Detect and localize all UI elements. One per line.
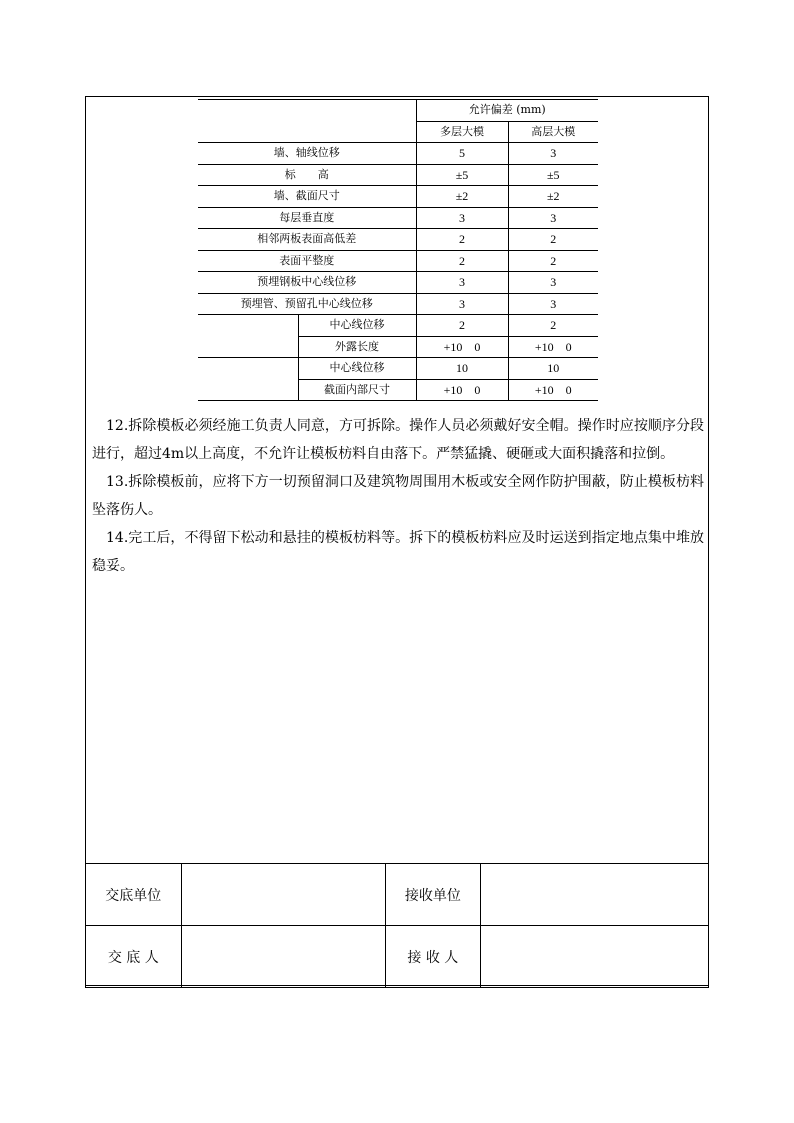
note-paragraph: 14.完工后，不得留下松动和悬挂的模板枋料等。拆下的模板枋料应及时运送到指定地点集中堆放稳妥。 — [92, 530, 704, 574]
signature-row-person — [86, 926, 709, 988]
row-sub-item: 外露长度 — [298, 336, 416, 358]
receiving-person-label: 接 收 人 — [385, 926, 481, 988]
row-multi: 5 — [416, 143, 508, 165]
row-high: 3 — [508, 272, 598, 294]
table-row — [198, 358, 598, 380]
row-multi: ±5 — [416, 164, 508, 186]
row-multi: 3 — [416, 207, 508, 229]
row-high: 3 — [508, 143, 598, 165]
row-sub-item: 中心线位移 — [298, 315, 416, 337]
row-item: 墙、截面尺寸 — [198, 186, 416, 208]
row-high: 10 — [508, 358, 598, 380]
row-multi: 10 — [416, 358, 508, 380]
row-multi: 2 — [416, 229, 508, 251]
row-high: +10 0 — [508, 336, 598, 358]
row-item: 每层垂直度 — [198, 207, 416, 229]
group-blank-cell — [198, 379, 298, 401]
row-item: 标 高 — [198, 164, 416, 186]
row-item: 相邻两板表面高低差 — [198, 229, 416, 251]
row-multi: +10 0 — [416, 379, 508, 401]
table-row — [198, 293, 598, 315]
signature-table — [85, 863, 709, 988]
table-row — [198, 272, 598, 294]
handover-person-field[interactable] — [181, 926, 385, 988]
row-item: 预埋管、预留孔中心线位移 — [198, 293, 416, 315]
table-row — [198, 207, 598, 229]
safety-notes — [92, 412, 704, 580]
row-item: 表面平整度 — [198, 250, 416, 272]
handover-unit-field[interactable] — [181, 864, 385, 926]
row-high: 3 — [508, 293, 598, 315]
row-high: +10 0 — [508, 379, 598, 401]
signature-row-unit — [86, 864, 709, 926]
table-row — [198, 250, 598, 272]
row-high: 2 — [508, 315, 598, 337]
group-blank-cell — [198, 358, 298, 380]
header-group-cell: 允许偏差 (mm) — [416, 100, 598, 122]
row-high: ±5 — [508, 164, 598, 186]
row-multi: 3 — [416, 272, 508, 294]
handover-unit-label: 交底单位 — [86, 864, 182, 926]
row-multi: 3 — [416, 293, 508, 315]
table-row — [198, 315, 598, 337]
row-multi: 2 — [416, 250, 508, 272]
header-multi: 多层大模 — [416, 121, 508, 143]
row-multi: ±2 — [416, 186, 508, 208]
table-row — [198, 186, 598, 208]
document-frame — [85, 96, 709, 986]
group-blank-cell — [198, 336, 298, 358]
note-paragraph: 12.拆除模板必须经施工负责人同意，方可拆除。操作人员必须戴好安全帽。操作时应按顺序分段进行，超过4m以上高度，不允许让模板枋料自由落下。严禁猛撬、硬砸或大面积撬落和拉倒。 — [92, 418, 704, 462]
row-high: 3 — [508, 207, 598, 229]
group-blank-cell — [198, 315, 298, 337]
row-sub-item: 截面内部尺寸 — [298, 379, 416, 401]
row-high: 2 — [508, 229, 598, 251]
table-row — [198, 336, 598, 358]
receiving-person-field[interactable] — [481, 926, 709, 988]
row-item: 墙、轴线位移 — [198, 143, 416, 165]
table-row — [198, 229, 598, 251]
table-header-row — [198, 100, 598, 122]
table-row — [198, 143, 598, 165]
row-multi: 2 — [416, 315, 508, 337]
row-multi: +10 0 — [416, 336, 508, 358]
note-paragraph: 13.拆除模板前，应将下方一切预留洞口及建筑物周围用木板或安全网作防护围蔽，防止模板枋料坠落伤人。 — [92, 474, 704, 518]
receiving-unit-label: 接收单位 — [385, 864, 481, 926]
header-high: 高层大模 — [508, 121, 598, 143]
row-sub-item: 中心线位移 — [298, 358, 416, 380]
row-item: 预埋钢板中心线位移 — [198, 272, 416, 294]
handover-person-label: 交 底 人 — [86, 926, 182, 988]
receiving-unit-field[interactable] — [481, 864, 709, 926]
row-high: 2 — [508, 250, 598, 272]
table-row — [198, 379, 598, 401]
table-row — [198, 164, 598, 186]
tolerance-table — [198, 99, 598, 401]
row-high: ±2 — [508, 186, 598, 208]
header-blank-cell — [198, 100, 416, 143]
